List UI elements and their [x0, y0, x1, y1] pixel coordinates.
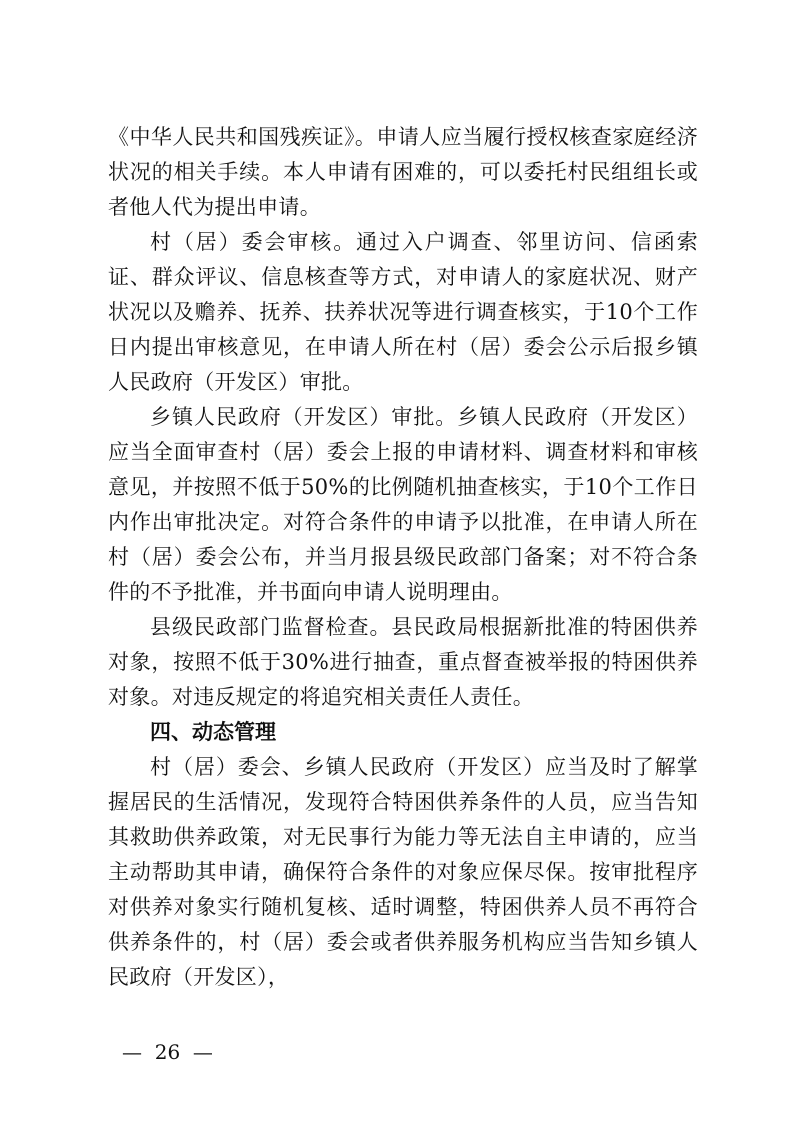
document-body: [108, 120, 698, 995]
page-number: — 26 —: [122, 1040, 213, 1064]
section-heading: 四、动态管理: [150, 720, 276, 744]
paragraph-3: 乡镇人民政府（开发区）审批。乡镇人民政府（开发区）应当全面审查村（居）委会上报的申请材料、调查材料和审核意见，并按照不低于50%的比例随机抽查核实，于10个工作日内作出审批决定。对符合条件的申请予以批准，在申请人所在村（居）委会公布，并当月报县级民政部门备案；对不符合条件的不予批准，并书面向申请人说明理由。: [108, 405, 698, 604]
paragraph-1: 《中华人民共和国残疾证》。申请人应当履行授权核查家庭经济状况的相关手续。本人申请有困难的，可以委托村民组组长或者他人代为提出申请。: [108, 125, 698, 219]
paragraph-2: 村（居）委会审核。通过入户调查、邻里访问、信函索证、群众评议、信息核查等方式，对申请人的家庭状况、财产状况以及赡养、抚养、扶养状况等进行调查核实，于10个工作日内提出审核意见，在申请人所在村（居）委会公示后报乡镇人民政府（开发区）审批。: [108, 230, 698, 394]
paragraph-4: 县级民政部门监督检查。县民政局根据新批准的特困供养对象，按照不低于30%进行抽查，重点督查被举报的特困供养对象。对违反规定的将追究相关责任人责任。: [108, 615, 698, 709]
paragraph-5: 村（居）委会、乡镇人民政府（开发区）应当及时了解掌握居民的生活情况，发现符合特困供养条件的人员，应当告知其救助供养政策，对无民事行为能力等无法自主申请的，应当主动帮助其申请，确保符合条件的对象应保尽保。按审批程序对供养对象实行随机复核、适时调整，特困供养人员不再符合供养条件的，村（居）委会或者供养服务机构应当告知乡镇人民政府（开发区），: [108, 755, 698, 989]
